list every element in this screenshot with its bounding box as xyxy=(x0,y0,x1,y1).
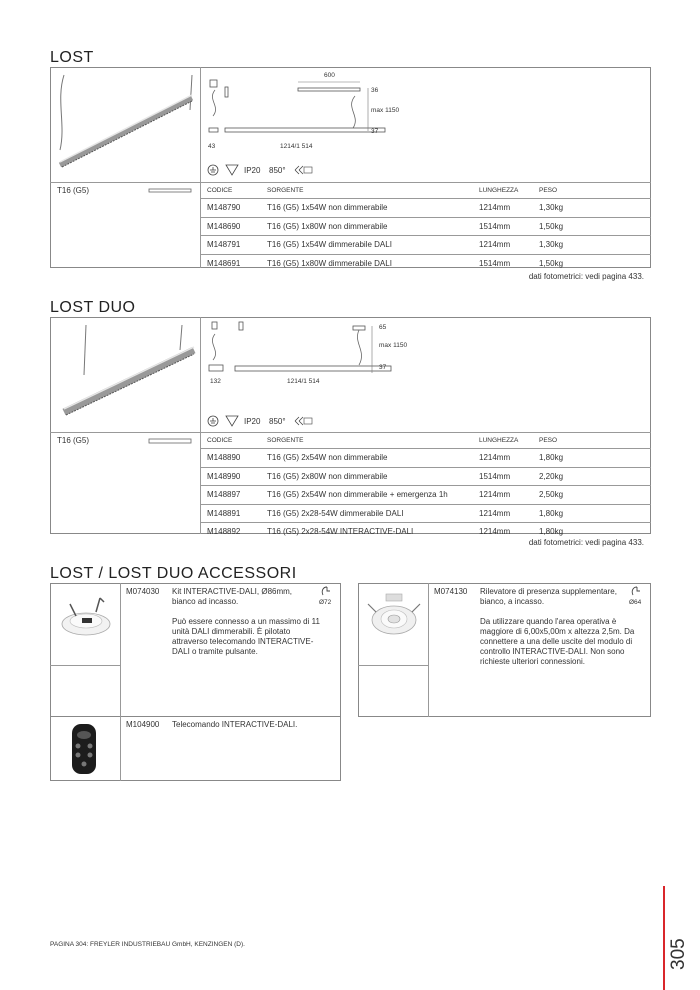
table-row: M148897 T16 (G5) 2x54W non dimmerabile + emergenza 1h 1214mm 2,50kg xyxy=(201,486,651,505)
lost-dim-max: max 1150 xyxy=(371,107,400,114)
accessory-title: Kit INTERACTIVE-DALI, Ø86mm, bianco ad incasso. xyxy=(172,587,293,606)
energy-class-icon xyxy=(293,416,313,426)
table-row: M148892 T16 (G5) 2x28-54W INTERACTIVE-DALI 1214mm 1,80kg xyxy=(207,527,564,537)
accessory-description: Può essere connesso a un massimo di 11 unità DALI dimmerabili. È pilotato attraverso telecomando INTERACTIVE-DALI o tramite pulsante. xyxy=(172,617,320,656)
page-accent-line xyxy=(663,886,665,990)
lost-duo-photometric-note: dati fotometrici: vedi pagina 433. xyxy=(528,538,644,547)
f-mark-icon xyxy=(225,164,239,176)
section-title-accessories: LOST / LOST DUO ACCESSORI xyxy=(50,565,297,582)
lost-lamp-type: T16 (G5) xyxy=(57,186,90,195)
accessory-hole-size: Ø72 xyxy=(319,599,332,606)
presence-sensor-photo xyxy=(362,590,424,640)
lost-duo-technical-drawing xyxy=(205,320,650,428)
footer-credit: PAGINA 304: FREYLER INDUSTRIEBAU GmbH, KENZINGEN (D). xyxy=(50,941,245,948)
lost-dim-h-top: 36 xyxy=(371,87,379,94)
interactive-dali-kit-photo xyxy=(56,590,116,638)
lost-duo-dim-h-top: 65 xyxy=(379,324,387,331)
lost-duo-lamp-type: T16 (G5) xyxy=(57,436,90,445)
f-mark-icon xyxy=(225,415,239,427)
lost-spec-table: CODICE SORGENTE LUNGHEZZA PESO M148790 T16 (G5) 1x54W non dimmerabile 1214mm 1,30kg M148690 T16 (G5) 1x80W non dimmerabile 1514mm 1,50kg M148791 T16 (G5) 1x54W dimmerabile DALI 1214mm 1,30kg M148691 T16 (G5) 1x80W dimmerabile DALI 1514mm 1,50kg xyxy=(201,183,651,272)
lost-duo-dim-side: 132 xyxy=(210,378,221,385)
table-row: M148891 T16 (G5) 2x28-54W dimmerabile DALI 1214mm 1,80kg xyxy=(201,504,651,523)
recessed-hole-icon xyxy=(630,585,642,597)
lost-dim-length: 1214/1 514 xyxy=(280,143,313,150)
table-row: M148990 T16 (G5) 2x80W non dimmerabile 1514mm 2,20kg xyxy=(201,467,651,486)
lost-color-temp: 850° xyxy=(269,166,286,175)
lost-duo-dim-length: 1214/1 514 xyxy=(287,378,320,385)
lost-dim-side: 43 xyxy=(208,143,216,150)
lost-photometric-note: dati fotometrici: vedi pagina 433. xyxy=(528,272,644,281)
recessed-hole-icon xyxy=(320,585,332,597)
lost-technical-drawing xyxy=(205,70,650,178)
lost-tube-icon xyxy=(148,188,192,193)
remote-control-photo xyxy=(62,722,106,776)
accessory-code: M104900 xyxy=(126,720,160,729)
lost-duo-tube-icon xyxy=(148,438,192,444)
table-row: M148790 T16 (G5) 1x54W non dimmerabile 1214mm 1,30kg xyxy=(201,199,651,218)
page-number: 305 xyxy=(668,938,689,970)
section-title-lost: LOST xyxy=(50,49,94,66)
lost-dim-h-bottom: 37 xyxy=(371,128,379,135)
section-title-lost-duo: LOST DUO xyxy=(50,299,136,316)
accessory-title: Rilevatore di presenza supplementare, bianco, a incasso. xyxy=(480,587,617,606)
accessory-title: Telecomando INTERACTIVE-DALI. xyxy=(172,720,298,729)
lost-duo-spec-table: CODICE SORGENTE LUNGHEZZA PESO M148890 T16 (G5) 2x54W non dimmerabile 1214mm 1,80kg M148990 T16 (G5) 2x80W non dimmerabile 1514mm 2,20kg M148897 T16 (G5) 2x54W non dimmerabile + emergenza 1h 1214mm 2,50kg M148891 T16 (G5) 2x28-54W dimmerabile DALI 1214mm 1,80kg M148892 T16 (G5) 2x28-54W INTERACTIVE-DALI 1214mm 1,80kg xyxy=(201,433,651,541)
accessory-hole-size: Ø64 xyxy=(629,599,642,606)
accessory-code: M074130 xyxy=(434,587,468,596)
lost-product-photo xyxy=(52,70,198,180)
lost-dim-width: 600 xyxy=(324,72,335,79)
table-row: M148690 T16 (G5) 1x80W non dimmerabile 1514mm 1,50kg xyxy=(201,217,651,236)
table-row: M148791 T16 (G5) 1x54W dimmerabile DALI 1214mm 1,30kg xyxy=(201,236,651,255)
accessory-description: Da utilizzare quando l'area operativa è maggiore di 6,00x5,00m x altezza 2,5m. Da connettere a una delle uscite del modulo di controllo INTERACTIVE-DALI. Non sono richieste ulteriori connessioni. xyxy=(480,617,635,666)
accessory-code: M074030 xyxy=(126,587,160,596)
lost-duo-color-temp: 850° xyxy=(269,417,286,426)
table-row: M148890 T16 (G5) 2x54W non dimmerabile 1214mm 1,80kg xyxy=(201,449,651,468)
energy-class-icon xyxy=(293,165,313,175)
lost-ip-rating: IP20 xyxy=(244,166,261,175)
lost-duo-dim-max: max 1150 xyxy=(379,342,408,349)
lost-duo-ip-rating: IP20 xyxy=(244,417,261,426)
lost-duo-product-photo xyxy=(52,320,198,430)
lost-duo-dim-h-bottom: 37 xyxy=(379,364,387,371)
table-row: M148691 T16 (G5) 1x80W dimmerabile DALI 1514mm 1,50kg xyxy=(207,258,564,268)
